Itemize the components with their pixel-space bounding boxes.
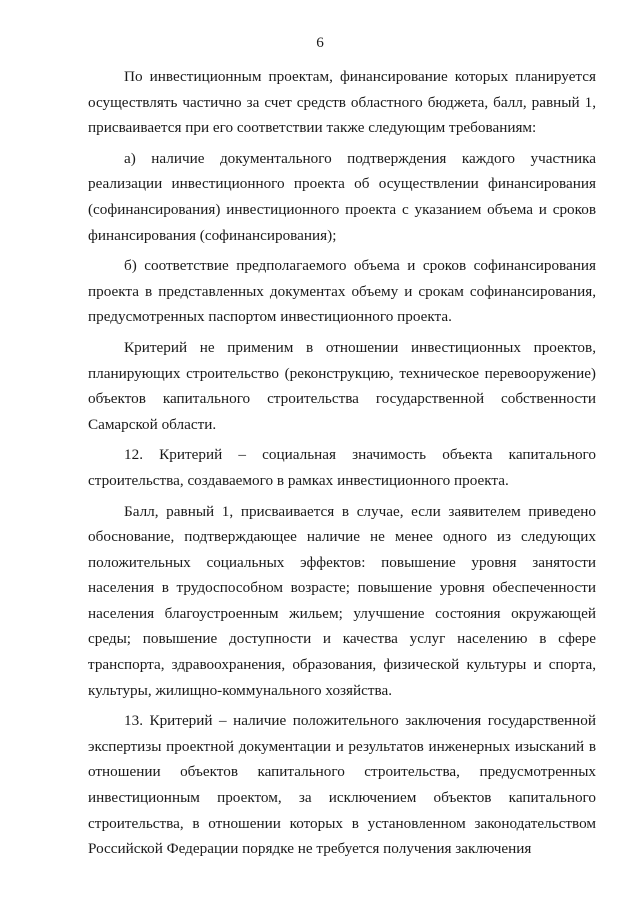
page-number: 6 — [316, 34, 324, 51]
paragraph-criterion-12: 12. Критерий – социальная значимость объекта капитального строительства, создаваемого в рамках инвестиционного проекта. — [88, 446, 596, 489]
paragraph-requirement-b: б) соответствие предполагаемого объема и сроков софинансирования проекта в представленных документах объему и срокам софинансирования, предусмотренных паспортом инвестиционного проекта. — [88, 257, 596, 326]
paragraph-social-effects: Балл, равный 1, присваивается в случае, если заявителем приведено обоснование, подтверждающее наличие не менее одного из следующих положительных социальных эффектов: повышение уровня занятости населения в трудоспособном возрасте; повышение уровня обеспеченности населения благоустроенным жильем; улучшение состояния окружающей среды; повышение доступности и качества услуг населению в сфере транспорта, здравоохранения, образования, физической культуры и спорта, культуры, жилищно-коммунального хозяйства. — [88, 502, 596, 699]
paragraph-investment-cofinancing: По инвестиционным проектам, финансирование которых планируется осуществлять частично за счет средств областного бюджета, балл, равный 1, присваивается при его соответствии также следующим требованиям: — [88, 68, 596, 137]
paragraph-criterion-not-applicable: Критерий не применим в отношении инвестиционных проектов, планирующих строительство (реконструкцию, техническое перевооружение) объектов капитального строительства государственной собственности Самарской области. — [88, 338, 596, 433]
document-body — [88, 64, 596, 862]
paragraph-requirement-a: а) наличие документального подтверждения каждого участника реализации инвестиционного проекта об осуществлении финансирования (софинансирования) инвестиционного проекта с указанием объема и сроков финансирования (софинансирования); — [88, 149, 596, 244]
paragraph-criterion-13: 13. Критерий – наличие положительного заключения государственной экспертизы проектной документации и результатов инженерных изысканий в отношении объектов капитального строительства, предусмотренных инвестиционным проектом, за исключением объектов капитального строительства, в отношении которых в установленном законодательством Российской Федерации порядке не требуется получения заключения — [88, 712, 596, 858]
